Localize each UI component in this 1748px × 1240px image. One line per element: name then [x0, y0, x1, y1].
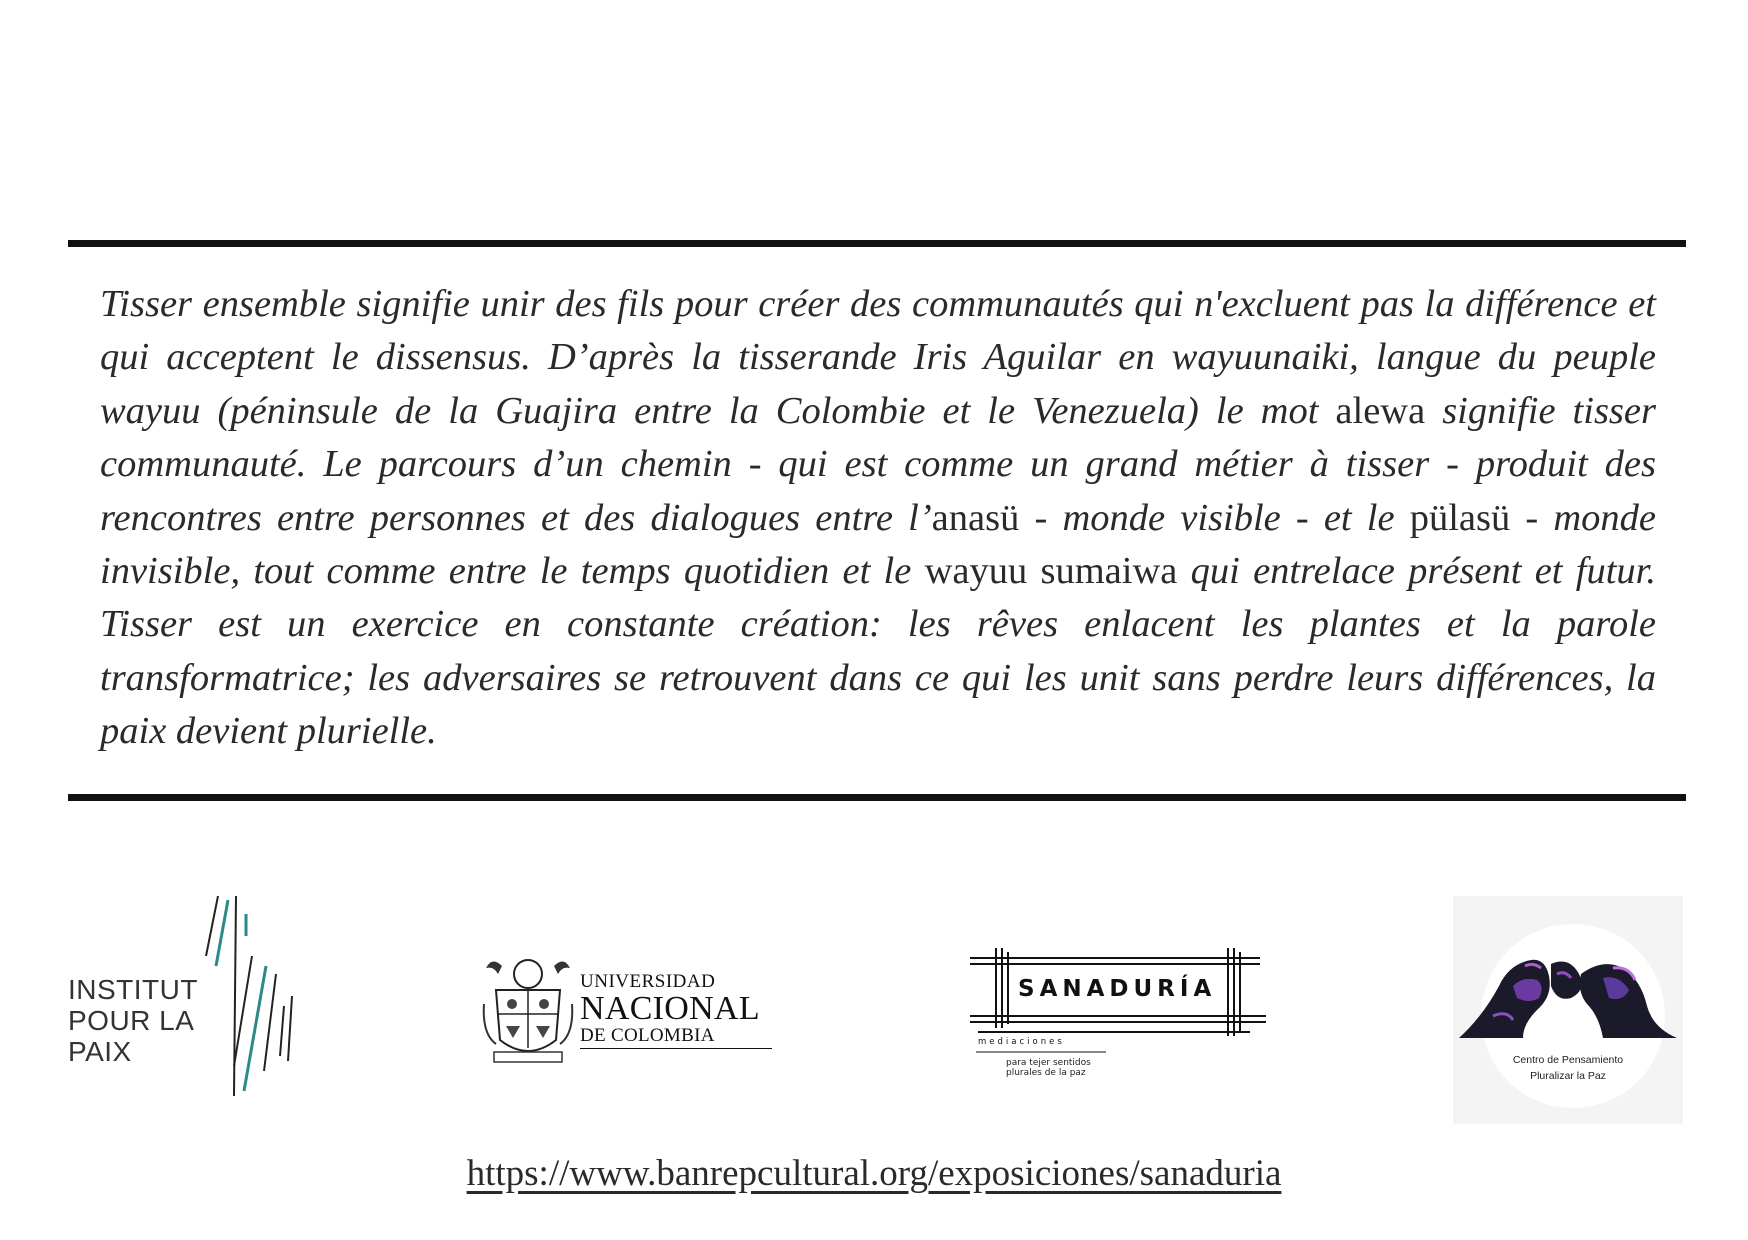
- sanaduria-logo: SANADURÍA mediaciones para tejer sentidos plurales de la paz: [970, 948, 1268, 1080]
- term-wayuu-sumaiwa: wayuu sumaiwa: [924, 550, 1178, 593]
- exhibition-link[interactable]: https://www.banrepcultural.org/exposiciones/sanaduria: [466, 1153, 1282, 1194]
- term-anasu: anasü: [931, 496, 1020, 539]
- term-alewa: alewa: [1335, 389, 1426, 432]
- institut-pour-la-paix-logo: INSTITUT POUR LA PAIX: [66, 896, 316, 1106]
- term-pulasu: pülasü: [1409, 496, 1511, 539]
- body-paragraph: Tisser ensemble signifie unir des fils pour créer des communautés qui n'excluent pas la différence et qui acceptent le dissensus. D’après la tisserande Iris Aguilar en wayuunaiki, langue du peuple wayuu (péninsule de la Guajira entre la Colombie et le Venezuela) le mot alewa signifie tisser communauté. Le parcours d’un chemin - qui est comme un grand métier à tisser - produit des rencontres entre personnes et des dialogues entre l’anasü - monde visible - et le pülasü - monde invisible, tout comme entre le temps quotidien et le wayuu sumaiwa qui entrelace présent et futur. Tisser est un exercice en constante création: les rêves enlacent les plantes et la parole transformatrice; les adversaires se retrouvent dans ce qui les unit sans perdre leurs différences, la paix devient plurielle.: [100, 283, 1657, 753]
- pluralizar-la-paz-logo: Centro de Pensamiento Pluralizar la Paz: [1453, 896, 1683, 1124]
- university-seal-icon: [482, 944, 574, 1068]
- thread-lines-icon: [196, 896, 316, 1106]
- top-divider: [68, 240, 1686, 247]
- figures-icon: [1453, 946, 1683, 1056]
- universidad-nacional-logo: UNIVERSIDAD NACIONAL DE COLOMBIA: [482, 944, 778, 1068]
- bottom-divider: [68, 794, 1686, 801]
